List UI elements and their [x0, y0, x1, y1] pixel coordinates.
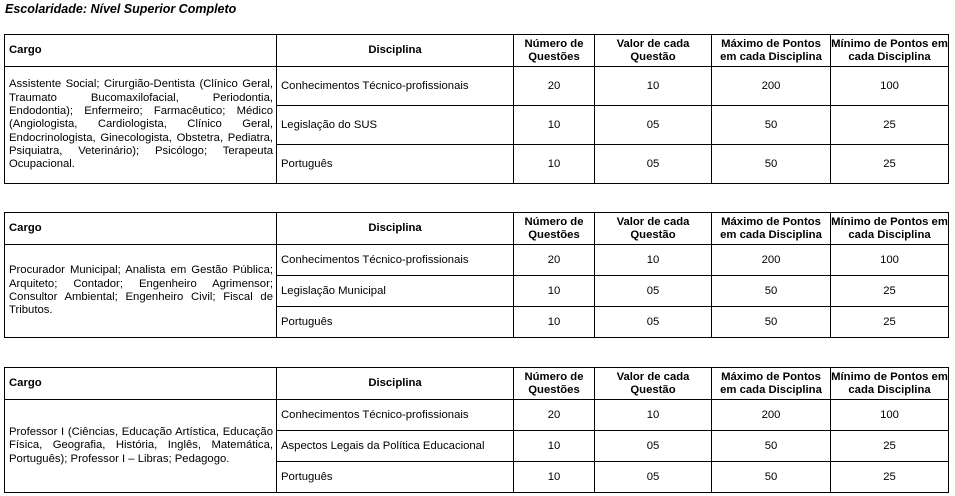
scoring-table-3	[4, 367, 949, 493]
header-maximo: Máximo de Pontos em cada Disciplina	[712, 368, 831, 400]
header-minimo: Mínimo de Pontos em cada Disciplina	[831, 368, 949, 400]
minimo-cell: 25	[831, 276, 949, 307]
valor-cell: 05	[595, 276, 712, 307]
minimo-cell: 100	[831, 67, 949, 106]
cargo-list: Professor I (Ciências, Educação Artística, Educação Física, Geografia, História, Inglês, Matemática, Português); Professor I – Libras; Pedagogo.	[5, 400, 277, 493]
header-disciplina: Disciplina	[277, 368, 514, 400]
numero-cell: 10	[514, 106, 595, 145]
header-minimo: Mínimo de Pontos em cada Disciplina	[831, 213, 949, 245]
minimo-cell: 25	[831, 462, 949, 493]
maximo-cell: 50	[712, 462, 831, 493]
scoring-table-1	[4, 34, 949, 184]
maximo-cell: 50	[712, 145, 831, 184]
minimo-cell: 25	[831, 106, 949, 145]
cargo-list: Assistente Social; Cirurgião-Dentista (Clínico Geral, Traumato Bucomaxilofacial, Periodontia, Endodontia); Enfermeiro; Farmacêutico; Médico (Angiologista, Cardiologista, Clínico Geral, Endocrinologista, Ginecologista, Obstetra, Pediatra, Psiquiatra, Veterinário); Psicólogo; Terapeuta Ocupacional.	[5, 67, 277, 184]
maximo-cell: 200	[712, 67, 831, 106]
numero-cell: 10	[514, 276, 595, 307]
disciplina-cell: Conhecimentos Técnico-profissionais	[277, 67, 514, 106]
header-disciplina: Disciplina	[277, 213, 514, 245]
table-header-row	[5, 368, 949, 400]
minimo-cell: 100	[831, 400, 949, 431]
maximo-cell: 50	[712, 307, 831, 338]
header-disciplina: Disciplina	[277, 35, 514, 67]
minimo-cell: 25	[831, 145, 949, 184]
header-valor: Valor de cada Questão	[595, 213, 712, 245]
disciplina-cell: Português	[277, 462, 514, 493]
numero-cell: 20	[514, 400, 595, 431]
numero-cell: 10	[514, 145, 595, 184]
numero-cell: 20	[514, 245, 595, 276]
disciplina-cell: Aspectos Legais da Política Educacional	[277, 431, 514, 462]
disciplina-cell: Português	[277, 307, 514, 338]
header-numero: Número de Questões	[514, 35, 595, 67]
valor-cell: 10	[595, 67, 712, 106]
header-cargo: Cargo	[5, 213, 277, 245]
disciplina-cell: Conhecimentos Técnico-profissionais	[277, 400, 514, 431]
valor-cell: 10	[595, 400, 712, 431]
maximo-cell: 50	[712, 106, 831, 145]
cargo-list: Procurador Municipal; Analista em Gestão Pública; Arquiteto; Contador; Engenheiro Agrimensor; Consultor Ambiental; Engenheiro Civil; Fiscal de Tributos.	[5, 245, 277, 338]
valor-cell: 05	[595, 431, 712, 462]
disciplina-cell: Português	[277, 145, 514, 184]
minimo-cell: 25	[831, 431, 949, 462]
table-header-row	[5, 35, 949, 67]
table-row	[5, 400, 949, 431]
header-cargo: Cargo	[5, 368, 277, 400]
header-valor: Valor de cada Questão	[595, 368, 712, 400]
maximo-cell: 50	[712, 276, 831, 307]
table-row	[5, 67, 949, 106]
disciplina-cell: Legislação do SUS	[277, 106, 514, 145]
numero-cell: 20	[514, 67, 595, 106]
header-cargo: Cargo	[5, 35, 277, 67]
disciplina-cell: Conhecimentos Técnico-profissionais	[277, 245, 514, 276]
numero-cell: 10	[514, 307, 595, 338]
maximo-cell: 200	[712, 245, 831, 276]
maximo-cell: 200	[712, 400, 831, 431]
table-header-row	[5, 213, 949, 245]
scoring-table-2	[4, 212, 949, 338]
header-valor: Valor de cada Questão	[595, 35, 712, 67]
numero-cell: 10	[514, 431, 595, 462]
header-numero: Número de Questões	[514, 368, 595, 400]
header-maximo: Máximo de Pontos em cada Disciplina	[712, 213, 831, 245]
disciplina-cell: Legislação Municipal	[277, 276, 514, 307]
valor-cell: 05	[595, 106, 712, 145]
valor-cell: 05	[595, 145, 712, 184]
numero-cell: 10	[514, 462, 595, 493]
valor-cell: 05	[595, 307, 712, 338]
header-maximo: Máximo de Pontos em cada Disciplina	[712, 35, 831, 67]
valor-cell: 10	[595, 245, 712, 276]
section-heading: Escolaridade: Nível Superior Completo	[5, 2, 237, 16]
minimo-cell: 25	[831, 307, 949, 338]
maximo-cell: 50	[712, 431, 831, 462]
header-minimo: Mínimo de Pontos em cada Disciplina	[831, 35, 949, 67]
header-numero: Número de Questões	[514, 213, 595, 245]
valor-cell: 05	[595, 462, 712, 493]
table-row	[5, 245, 949, 276]
minimo-cell: 100	[831, 245, 949, 276]
